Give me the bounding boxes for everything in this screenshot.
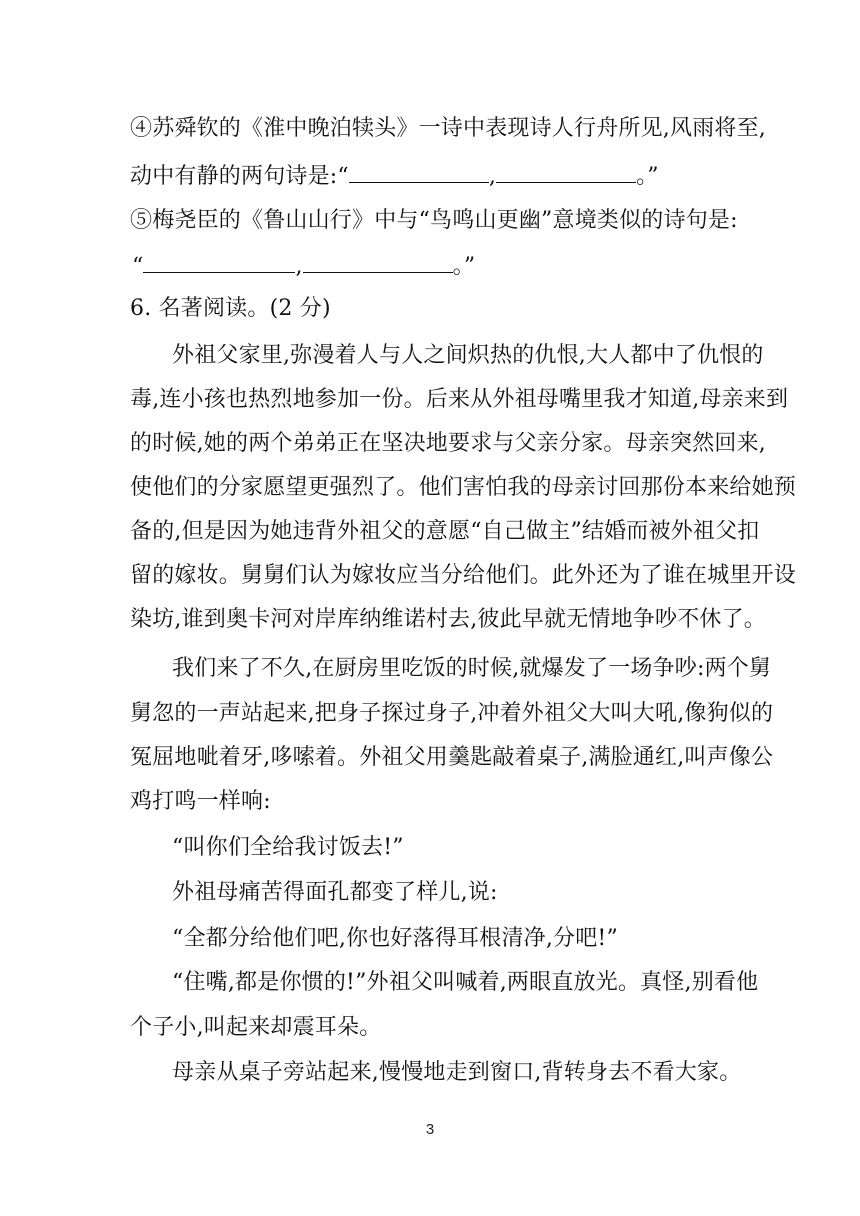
passage-p6-line-2: 个子小,叫起来却震耳朵。 [130,1015,382,1040]
question-5-suffix: 。” [452,254,476,279]
question-5-prefix: “ [132,254,144,279]
question-4-line-1: ④苏舜钦的《淮中晚泊犊头》一诗中表现诗人行舟所见,风雨将至, [130,116,766,141]
passage-p2-line-1: 我们来了不久,在厨房里吃饭的时候,就爆发了一场争吵:两个舅 [172,656,772,681]
answer-blank-4b[interactable] [496,160,636,183]
section-heading: 6. 名著阅读。(2 分) [130,296,331,321]
passage-p3: “叫你们全给我讨饭去!” [172,835,404,860]
passage-p6-line-1: “住嘴,都是你惯的!”外祖父叫喊着,两眼直放光。真怪,别看他 [172,970,759,995]
question-4-separator: , [488,164,497,189]
question-5-separator: , [295,254,303,279]
passage-p1-line-3: 的时候,她的两个弟弟正在坚决地要求与父亲分家。母亲突然回来, [130,431,766,456]
passage-p1-line-5: 备的,但是因为她违背外祖父的意愿“自己做主”结婚而被外祖父扣 [130,519,760,544]
answer-blank-5a[interactable] [143,250,295,273]
passage-p5: “全都分给他们吧,你也好落得耳根清净,分吧!” [172,926,618,951]
passage-p1-line-6: 留的嫁妆。舅舅们认为嫁妆应当分给他们。此外还为了谁在城里开设 [130,563,797,588]
answer-blank-5b[interactable] [303,250,453,273]
passage-p4: 外祖母痛苦得面孔都变了样儿,说: [172,880,498,905]
passage-p2-line-2: 舅忽的一声站起来,把身子探过身子,冲着外祖父大叫大吼,像狗似的 [130,701,774,726]
passage-p7: 母亲从桌子旁站起来,慢慢地走到窗口,背转身去不看大家。 [172,1060,742,1085]
question-4-line-2 [130,160,659,192]
answer-blank-4a[interactable] [349,160,489,183]
passage-p1-line-4: 使他们的分家愿望更强烈了。他们害怕我的母亲讨回那份本来给她预 [130,475,797,500]
question-5-line-2 [132,250,475,282]
page-number: 3 [425,1121,435,1138]
passage-p1-line-2: 毒,连小孩也热烈地参加一份。后来从外祖母嘴里我才知道,母亲来到 [130,387,789,412]
question-5-line-1: ⑤梅尧臣的《鲁山山行》中与“鸟鸣山更幽”意境类似的诗句是: [130,208,738,233]
passage-p1-line-7: 染坊,谁到奥卡河对岸库纳维诺村去,彼此早就无情地争吵不休了。 [130,607,766,632]
question-4-prefix: 动中有静的两句诗是:“ [130,164,349,189]
question-4-suffix: 。” [636,164,659,189]
passage-p1-line-1: 外祖父家里,弥漫着人与人之间炽热的仇恨,大人都中了仇恨的 [172,343,764,368]
passage-p2-line-4: 鸡打鸣一样响: [130,789,271,814]
passage-p2-line-3: 冤屈地呲着牙,哆嗦着。外祖父用羹匙敲着桌子,满脸通红,叫声像公 [130,745,774,770]
